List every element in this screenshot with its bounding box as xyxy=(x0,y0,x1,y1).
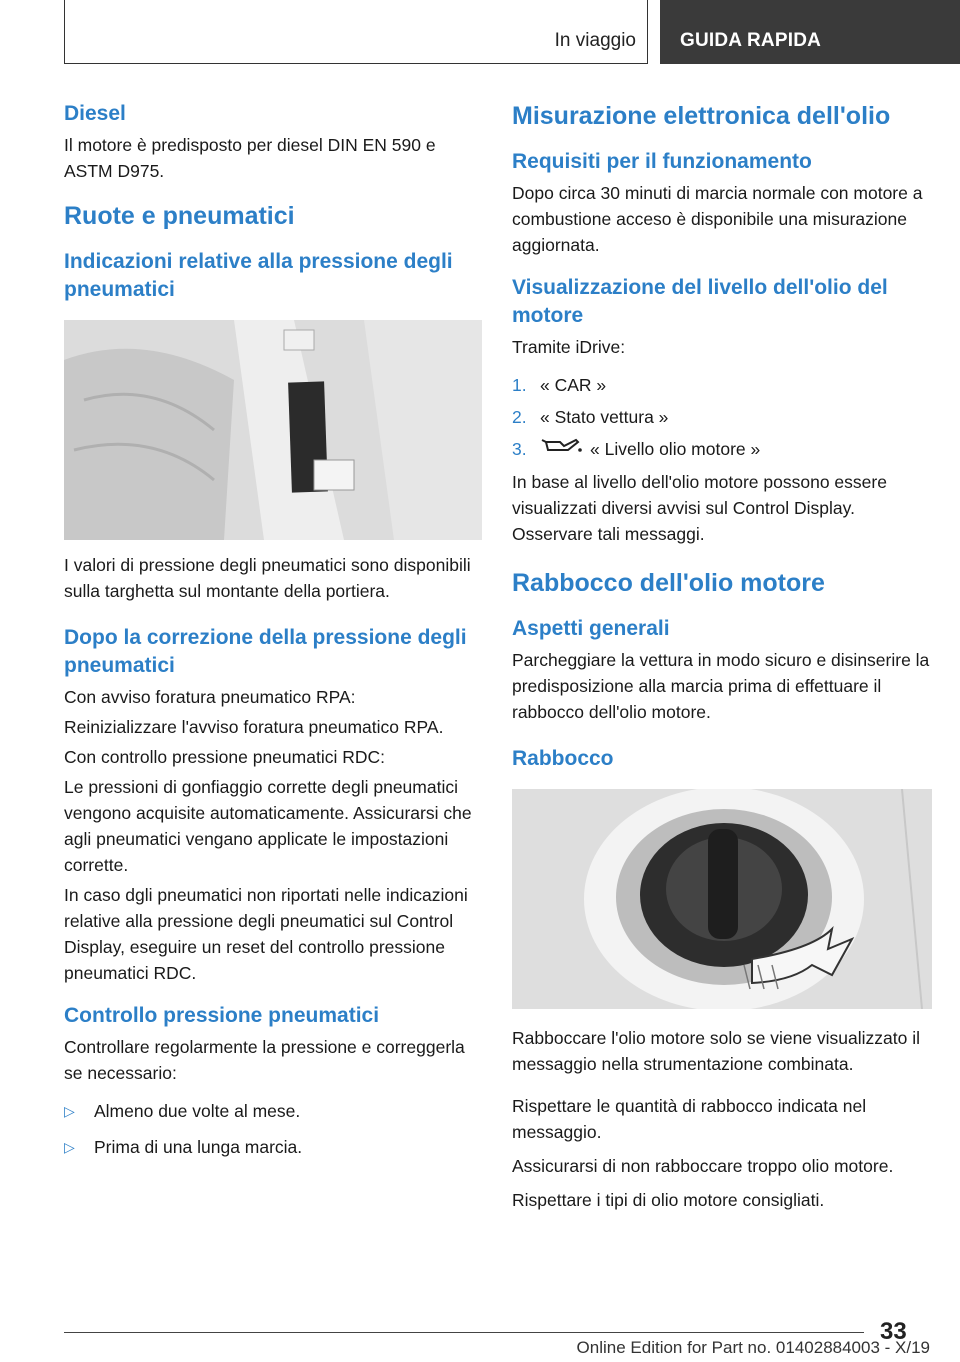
rabbocco-text-2: Rispettare le quantità di rabbocco indicata nel messaggio. xyxy=(512,1096,867,1142)
triangle-bullet-icon: ▷ xyxy=(64,1139,75,1155)
idrive-steps xyxy=(512,372,932,463)
check-bullets xyxy=(64,1098,482,1160)
section-title: In viaggio xyxy=(554,30,636,51)
heading-oil-display: Visualizzazione del livello dell'olio del motore xyxy=(512,276,888,327)
door-pillar-image xyxy=(64,320,482,540)
rdc-text: Le pressioni di gonfiaggio corrette degli pneumatici vengono acquisite automaticamente. Assicurarsi che agli pneumatici vengano applicate le impostazioni corrette. xyxy=(64,777,472,875)
rabbocco-text-4: Rispettare i tipi di olio motore consigliati. xyxy=(512,1190,825,1210)
oil-can-icon xyxy=(540,436,590,463)
list-item: ▷ Prima di una lunga marcia. xyxy=(64,1134,482,1160)
rdc-label: Con controllo pressione pneumatici RDC: xyxy=(64,747,385,767)
idrive-label: Tramite iDrive: xyxy=(512,337,626,357)
list-item: ▷ Almeno due volte al mese. xyxy=(64,1098,482,1124)
list-item: 1. « CAR » xyxy=(512,375,607,395)
right-column xyxy=(512,100,932,1213)
heading-general: Aspetti generali xyxy=(512,617,670,640)
heading-oil-measurement: Misurazione elettronica dell'olio xyxy=(512,102,891,130)
heading-check-pressure: Controllo pressione pneumatici xyxy=(64,1004,380,1027)
heading-diesel: Diesel xyxy=(64,102,126,125)
rabbocco-text-3: Assicurarsi di non rabboccare troppo olio motore. xyxy=(512,1156,894,1176)
list-item: 2. « Stato vettura » xyxy=(512,407,669,427)
heading-rabbocco: Rabbocco xyxy=(512,747,614,770)
triangle-bullet-icon: ▷ xyxy=(64,1103,75,1119)
rpa-label: Con avviso foratura pneumatico RPA: xyxy=(64,687,356,707)
heading-after-correction: Dopo la correzione della pressione degli pneumatici xyxy=(64,626,467,677)
chapter-tab[interactable]: GUIDA RAPIDA xyxy=(660,0,960,64)
edition-footer: Online Edition for Part no. 01402884003 - X/19 xyxy=(576,1338,930,1357)
page-number: 33 xyxy=(880,1318,907,1345)
heading-pressure-info: Indicazioni relative alla pressione degli pneumatici xyxy=(64,250,453,301)
left-column xyxy=(64,100,482,1170)
oil-cap-image xyxy=(512,789,932,1009)
rpa-text: Reinizializzare l'avviso foratura pneumatico RPA. xyxy=(64,717,444,737)
general-text: Parcheggiare la vettura in modo sicuro e disinserire la predisposizione alla marcia prima di effettuare il rabbocco dell'olio motore. xyxy=(512,650,930,722)
rdc-text-2: In caso dgli pneumatici non riportati nelle indicazioni relative alla pressione degli pneumatici sul Control Display, eseguire un reset del controllo pressione pneumatici RDC. xyxy=(64,885,468,983)
pressure-info-text: I valori di pressione degli pneumatici sono disponibili sulla targhetta sul montante della portiera. xyxy=(64,555,471,601)
heading-topup: Rabbocco dell'olio motore xyxy=(512,569,825,597)
heading-wheels: Ruote e pneumatici xyxy=(64,202,295,230)
oil-display-text: In base al livello dell'olio motore possono essere visualizzati diversi avvisi sul Control Display. Osservare tali messaggi. xyxy=(512,472,887,544)
diesel-text: Il motore è predisposto per diesel DIN EN 590 e ASTM D975. xyxy=(64,135,436,181)
footer-divider xyxy=(64,1332,864,1333)
rabbocco-text-1: Rabboccare l'olio motore solo se viene visualizzato il messaggio nella strumentazione combinata. xyxy=(512,1028,920,1074)
list-item: 3. « Livello olio motore » xyxy=(512,436,932,463)
requirements-text: Dopo circa 30 minuti di marcia normale con motore a combustione acceso è disponibile una misurazione aggiornata. xyxy=(512,183,923,255)
check-text: Controllare regolarmente la pressione e correggerla se necessario: xyxy=(64,1037,465,1083)
heading-requirements: Requisiti per il funzionamento xyxy=(512,150,812,173)
